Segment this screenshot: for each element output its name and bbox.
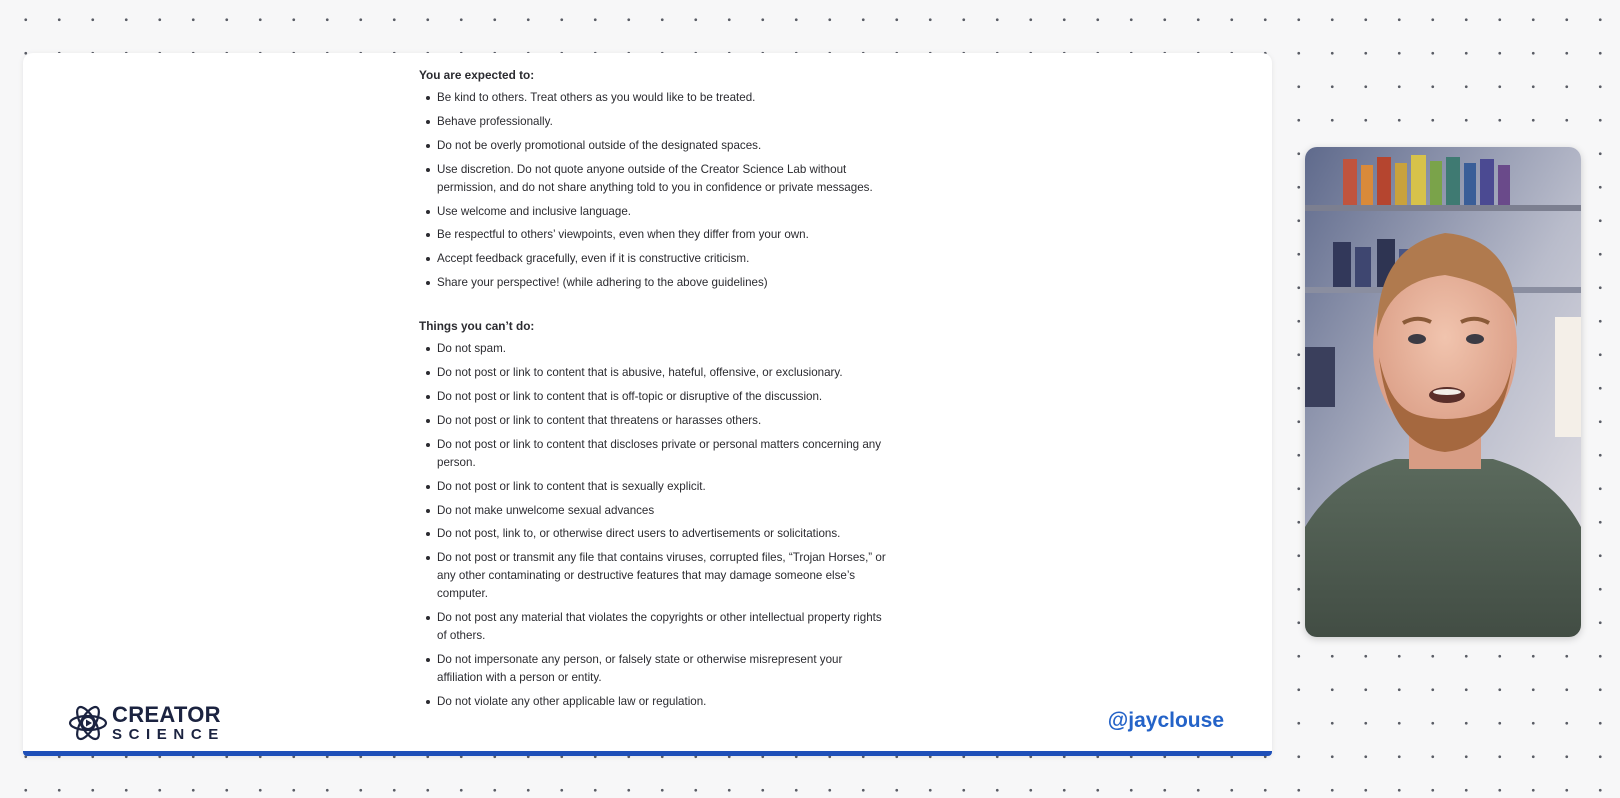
presenter-video: [1305, 147, 1581, 637]
list-item: Do not post or link to content that discloses private or personal matters concerning any person.: [419, 436, 889, 472]
list-item: Do not impersonate any person, or falsely state or otherwise misrepresent your affiliation with a person or entity.: [419, 651, 889, 687]
cant-do-section: [419, 317, 889, 711]
atom-play-icon: [68, 704, 108, 742]
accent-bar: [23, 751, 1272, 756]
list-item: Be respectful to others’ viewpoints, even when they differ from your own.: [419, 226, 889, 244]
social-handle: @jayclouse: [1107, 709, 1224, 732]
list-item: Do not post any material that violates the copyrights or other intellectual property rights of others.: [419, 609, 889, 645]
expected-section: [419, 66, 889, 292]
logo-line-creator: CREATOR: [112, 702, 221, 727]
list-item: Accept feedback gracefully, even if it is constructive criticism.: [419, 250, 889, 268]
list-item: Behave professionally.: [419, 113, 889, 131]
list-item: Do not post or transmit any file that contains viruses, corrupted files, “Trojan Horses,” or any other contaminating or destructive features that may damage someone else’s computer.: [419, 549, 889, 603]
list-item: Do not post, link to, or otherwise direct users to advertisements or solicitations.: [419, 525, 889, 543]
creator-science-logo: [68, 704, 225, 742]
cant-do-heading: Things you can’t do:: [419, 319, 535, 334]
list-item: Use discretion. Do not quote anyone outside of the Creator Science Lab without permission, and do not share anything told to you in confidence or private messages.: [419, 161, 889, 197]
list-item: Do not post or link to content that threatens or harasses others.: [419, 412, 889, 430]
logo-wordmark: [112, 704, 225, 742]
list-item: Do not violate any other applicable law or regulation.: [419, 693, 889, 711]
list-item: Do not post or link to content that is abusive, hateful, offensive, or exclusionary.: [419, 364, 889, 382]
slide-panel: [23, 53, 1272, 756]
list-item: Do not spam.: [419, 340, 889, 358]
presenter-webcam: [1305, 147, 1581, 637]
logo-line-science: SCIENCE: [112, 726, 225, 743]
list-item: Do not be overly promotional outside of the designated spaces.: [419, 137, 889, 155]
cant-do-list: [419, 340, 889, 711]
list-item: Do not post or link to content that is off-topic or disruptive of the discussion.: [419, 388, 889, 406]
list-item: Do not make unwelcome sexual advances: [419, 502, 889, 520]
list-item: Do not post or link to content that is sexually explicit.: [419, 478, 889, 496]
list-item: Use welcome and inclusive language.: [419, 203, 889, 221]
list-item: Share your perspective! (while adhering to the above guidelines): [419, 274, 889, 292]
list-item: Be kind to others. Treat others as you would like to be treated.: [419, 89, 889, 107]
expected-list: [419, 89, 889, 292]
expected-heading: You are expected to:: [419, 68, 535, 82]
code-of-conduct-content: [419, 66, 889, 717]
